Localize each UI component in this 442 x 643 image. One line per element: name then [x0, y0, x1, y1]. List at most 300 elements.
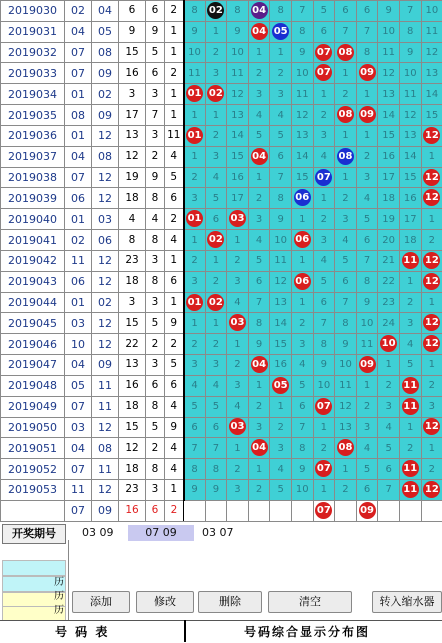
distribution-cell: 13: [227, 105, 249, 126]
distribution-cell: [270, 21, 292, 42]
distribution-cell: 6: [378, 459, 400, 480]
number-ball: 09: [359, 64, 376, 81]
distribution-cell: 12: [378, 63, 400, 84]
distribution-cell: 1: [421, 292, 442, 313]
distribution-cell: 10: [270, 230, 292, 251]
extra-cell: 5: [165, 167, 184, 188]
distribution-cell: 10: [291, 63, 313, 84]
distribution-cell: 16: [378, 146, 400, 167]
number-ball: 07: [315, 398, 332, 415]
distribution-cell: [399, 250, 421, 271]
distribution-cell: [335, 500, 357, 521]
distribution-cell: 8: [356, 271, 378, 292]
number-2-cell: 12: [92, 188, 119, 209]
sum-cell: 23: [119, 480, 146, 501]
distribution-cell: 1: [313, 188, 335, 209]
number-ball: 06: [294, 231, 311, 248]
distribution-cell: 9: [291, 459, 313, 480]
number-ball: 01: [186, 294, 203, 311]
distribution-cell: 5: [184, 396, 206, 417]
issue-cell: 2019042: [1, 250, 65, 271]
zoom-tool-button[interactable]: 转入缩水器: [372, 591, 442, 613]
distribution-cell: 19: [378, 209, 400, 230]
number-ball: 12: [423, 189, 440, 206]
distribution-cell: [227, 209, 249, 230]
number-2-cell: 08: [92, 42, 119, 63]
number-1-cell: 07: [65, 42, 92, 63]
distribution-cell: 3: [335, 209, 357, 230]
number-2-cell: 12: [92, 271, 119, 292]
distribution-cell: 2: [227, 250, 249, 271]
distribution-cell: 1: [270, 396, 292, 417]
distribution-cell: 2: [205, 271, 227, 292]
distribution-cell: 5: [270, 125, 292, 146]
distribution-cell: 1: [399, 417, 421, 438]
combo-chip-selected[interactable]: 07 09: [128, 525, 194, 541]
extra-cell: 6: [165, 375, 184, 396]
distribution-cell: 15: [378, 125, 400, 146]
distribution-cell: 1: [205, 105, 227, 126]
span-cell: 2: [146, 438, 165, 459]
extra-cell: 6: [165, 271, 184, 292]
distribution-cell: 8: [291, 21, 313, 42]
number-ball: 03: [229, 418, 246, 435]
table-row[interactable]: [1, 105, 442, 126]
number-ball: 02: [207, 231, 224, 248]
span-cell: 6: [146, 375, 165, 396]
distribution-cell: 1: [421, 355, 442, 376]
number-2-cell: 08: [92, 146, 119, 167]
distribution-cell: 7: [291, 417, 313, 438]
number-2-cell: 12: [92, 417, 119, 438]
distribution-cell: [227, 500, 249, 521]
distribution-cell: 2: [270, 417, 292, 438]
distribution-cell: [399, 500, 421, 521]
number-1-cell: 05: [65, 375, 92, 396]
table-row[interactable]: [1, 1, 442, 22]
distribution-cell: 8: [270, 1, 292, 22]
table-row[interactable]: [1, 84, 442, 105]
table-row[interactable]: [1, 375, 442, 396]
number-1-cell: 01: [65, 125, 92, 146]
issue-cell: 2019036: [1, 125, 65, 146]
extra-cell: 4: [165, 230, 184, 251]
span-cell: 8: [146, 271, 165, 292]
distribution-cell: [421, 334, 442, 355]
number-2-cell: 09: [92, 105, 119, 126]
panel-divider: [68, 540, 69, 620]
distribution-cell: 8: [184, 459, 206, 480]
footer-bar: [0, 620, 442, 643]
distribution-cell: 9: [291, 42, 313, 63]
number-ball: 07: [315, 169, 332, 186]
number-1-cell: 02: [65, 1, 92, 22]
distribution-cell: 1: [378, 355, 400, 376]
span-cell: 2: [146, 334, 165, 355]
number-2-cell: 12: [92, 250, 119, 271]
issue-cell: 2019053: [1, 480, 65, 501]
distribution-cell: 1: [335, 125, 357, 146]
distribution-cell: 5: [313, 1, 335, 22]
distribution-cell: 14: [421, 84, 442, 105]
distribution-cell: 1: [184, 105, 206, 126]
number-1-cell: 02: [65, 230, 92, 251]
distribution-cell: 2: [313, 438, 335, 459]
table-row[interactable]: [1, 250, 442, 271]
distribution-cell: 4: [227, 292, 249, 313]
distribution-cell: 1: [291, 292, 313, 313]
tab-distribution-chart[interactable]: 号码综合显示分布图: [244, 623, 370, 640]
history-label: 历: [2, 604, 64, 618]
distribution-cell: 4: [378, 417, 400, 438]
distribution-cell: 4: [335, 230, 357, 251]
history-label: 历: [2, 576, 64, 590]
extra-cell: 2: [165, 500, 184, 521]
number-ball: 03: [229, 210, 246, 227]
number-2-cell: 04: [92, 1, 119, 22]
sum-cell: 16: [119, 500, 146, 521]
edit-button[interactable]: 修改: [136, 591, 194, 613]
extra-cell: 2: [165, 63, 184, 84]
distribution-cell: [248, 355, 270, 376]
distribution-cell: 18: [399, 230, 421, 251]
distribution-cell: 3: [291, 334, 313, 355]
distribution-cell: [399, 375, 421, 396]
table-row[interactable]: [1, 63, 442, 84]
distribution-cell: [291, 271, 313, 292]
distribution-cell: 2: [291, 313, 313, 334]
distribution-cell: 7: [205, 438, 227, 459]
distribution-cell: 2: [248, 188, 270, 209]
distribution-cell: [313, 63, 335, 84]
distribution-cell: [248, 500, 270, 521]
table-row[interactable]: [1, 334, 442, 355]
table-row[interactable]: [1, 313, 442, 334]
cyan-stripe: [2, 560, 66, 576]
distribution-cell: [335, 42, 357, 63]
distribution-cell: [313, 459, 335, 480]
extra-cell: 2: [165, 334, 184, 355]
issue-cell: 2019052: [1, 459, 65, 480]
combo-chip[interactable]: 03 07: [198, 525, 238, 541]
sum-cell: 16: [119, 375, 146, 396]
span-cell: 9: [146, 21, 165, 42]
table-row[interactable]: [1, 188, 442, 209]
table-row[interactable]: [1, 396, 442, 417]
extra-cell: 1: [165, 292, 184, 313]
delete-button[interactable]: 删除: [198, 591, 262, 613]
distribution-cell: 6: [335, 1, 357, 22]
number-1-cell: 03: [65, 417, 92, 438]
number-2-cell: 12: [92, 125, 119, 146]
number-ball: 01: [186, 210, 203, 227]
distribution-cell: 13: [399, 125, 421, 146]
extra-cell: 1: [165, 105, 184, 126]
number-2-cell: 05: [92, 21, 119, 42]
distribution-cell: 14: [399, 146, 421, 167]
sum-cell: 4: [119, 209, 146, 230]
number-2-cell: 02: [92, 292, 119, 313]
distribution-cell: 3: [356, 417, 378, 438]
number-2-cell: 06: [92, 230, 119, 251]
distribution-cell: 16: [270, 355, 292, 376]
distribution-cell: [399, 459, 421, 480]
number-ball: 11: [402, 481, 419, 498]
distribution-cell: [248, 438, 270, 459]
distribution-cell: 2: [205, 42, 227, 63]
table-row[interactable]: [1, 146, 442, 167]
distribution-cell: 23: [378, 292, 400, 313]
distribution-cell: 8: [399, 21, 421, 42]
distribution-cell: [399, 396, 421, 417]
distribution-cell: 3: [399, 313, 421, 334]
number-ball: 07: [315, 64, 332, 81]
distribution-cell: 11: [227, 63, 249, 84]
distribution-cell: 7: [313, 313, 335, 334]
number-ball: 02: [207, 294, 224, 311]
distribution-cell: 1: [184, 313, 206, 334]
distribution-cell: 14: [270, 313, 292, 334]
sum-cell: 15: [119, 42, 146, 63]
number-ball: 07: [315, 460, 332, 477]
issue-cell: 2019035: [1, 105, 65, 126]
distribution-cell: 13: [378, 84, 400, 105]
distribution-cell: 7: [184, 438, 206, 459]
number-ball: 12: [423, 481, 440, 498]
number-ball: 11: [402, 252, 419, 269]
number-ball: 08: [337, 439, 354, 456]
distribution-cell: [421, 250, 442, 271]
distribution-cell: 12: [421, 42, 442, 63]
extra-cell: 1: [165, 42, 184, 63]
table-row[interactable]: [1, 42, 442, 63]
distribution-cell: 10: [399, 63, 421, 84]
number-ball: 12: [423, 169, 440, 186]
table-row[interactable]: [1, 292, 442, 313]
distribution-cell: 7: [335, 292, 357, 313]
span-cell: 3: [146, 250, 165, 271]
extra-cell: 11: [165, 125, 184, 146]
distribution-cell: 21: [378, 250, 400, 271]
number-2-cell: 09: [92, 63, 119, 84]
distribution-cell: 2: [205, 125, 227, 146]
number-2-cell: 08: [92, 438, 119, 459]
issue-cell: 2019043: [1, 271, 65, 292]
distribution-cell: 1: [227, 230, 249, 251]
distribution-cell: 1: [248, 42, 270, 63]
distribution-cell: 4: [227, 396, 249, 417]
number-ball: 06: [294, 273, 311, 290]
sum-cell: 18: [119, 459, 146, 480]
distribution-cell: [248, 1, 270, 22]
distribution-cell: 9: [378, 1, 400, 22]
distribution-cell: 24: [378, 313, 400, 334]
distribution-cell: 9: [335, 334, 357, 355]
distribution-cell: 1: [356, 125, 378, 146]
number-ball: 12: [423, 418, 440, 435]
distribution-cell: 1: [335, 167, 357, 188]
distribution-cell: [313, 500, 335, 521]
distribution-cell: 5: [399, 355, 421, 376]
table-row[interactable]: [1, 167, 442, 188]
number-1-cell: 07: [65, 459, 92, 480]
distribution-cell: 4: [313, 146, 335, 167]
issue-cell: 2019044: [1, 292, 65, 313]
number-ball: 12: [423, 127, 440, 144]
distribution-cell: 1: [421, 209, 442, 230]
number-1-cell: 10: [65, 334, 92, 355]
number-ball: 05: [272, 23, 289, 40]
number-1-cell: 04: [65, 21, 92, 42]
distribution-cell: 13: [421, 63, 442, 84]
distribution-cell: 6: [205, 417, 227, 438]
distribution-cell: [227, 417, 249, 438]
extra-cell: 9: [165, 313, 184, 334]
number-ball: 02: [207, 85, 224, 102]
issue-cell: 2019051: [1, 438, 65, 459]
distribution-cell: 10: [335, 355, 357, 376]
distribution-cell: 1: [205, 313, 227, 334]
distribution-cell: 9: [399, 42, 421, 63]
issue-cell: 2019040: [1, 209, 65, 230]
distribution-cell: 4: [205, 167, 227, 188]
number-2-cell: 09: [92, 355, 119, 376]
distribution-cell: [184, 125, 206, 146]
distribution-cell: 5: [356, 209, 378, 230]
distribution-cell: 3: [270, 438, 292, 459]
number-ball: 08: [337, 106, 354, 123]
add-button[interactable]: 添加: [72, 591, 130, 613]
distribution-cell: 14: [227, 125, 249, 146]
distribution-cell: 3: [313, 230, 335, 251]
distribution-cell: 11: [291, 84, 313, 105]
distribution-cell: 4: [248, 105, 270, 126]
table-row[interactable]: [1, 459, 442, 480]
table-row[interactable]: [1, 230, 442, 251]
tab-number-table[interactable]: 号 码 表: [55, 623, 109, 640]
distribution-cell: 14: [378, 105, 400, 126]
distribution-cell: 1: [313, 480, 335, 501]
number-1-cell: 06: [65, 271, 92, 292]
issue-cell: 2019037: [1, 146, 65, 167]
distribution-cell: 3: [356, 167, 378, 188]
distribution-cell: [421, 167, 442, 188]
combo-chip[interactable]: 03 09: [78, 525, 118, 541]
number-ball: 11: [402, 398, 419, 415]
distribution-cell: 9: [227, 21, 249, 42]
number-ball: 04: [251, 2, 268, 19]
distribution-cell: 2: [270, 63, 292, 84]
distribution-cell: 3: [184, 271, 206, 292]
clear-button[interactable]: 清空: [268, 591, 352, 613]
distribution-cell: 5: [335, 250, 357, 271]
number-ball: 07: [315, 502, 332, 519]
distribution-cell: [184, 84, 206, 105]
span-cell: 6: [146, 63, 165, 84]
table-row[interactable]: [1, 21, 442, 42]
number-2-cell: 12: [92, 334, 119, 355]
number-2-cell: 12: [92, 167, 119, 188]
distribution-cell: 13: [291, 125, 313, 146]
issue-cell: 2019050: [1, 417, 65, 438]
number-1-cell: 08: [65, 105, 92, 126]
distribution-cell: 1: [335, 63, 357, 84]
distribution-cell: 1: [248, 459, 270, 480]
sum-cell: 6: [119, 1, 146, 22]
table-row[interactable]: [1, 125, 442, 146]
distribution-cell: 11: [378, 42, 400, 63]
sum-cell: 3: [119, 292, 146, 313]
distribution-cell: 2: [184, 167, 206, 188]
distribution-cell: 5: [378, 438, 400, 459]
span-cell: 8: [146, 396, 165, 417]
sum-cell: 12: [119, 438, 146, 459]
distribution-cell: [205, 292, 227, 313]
distribution-cell: 7: [270, 167, 292, 188]
distribution-cell: 3: [205, 355, 227, 376]
distribution-cell: 2: [335, 480, 357, 501]
distribution-cell: 9: [248, 334, 270, 355]
sum-cell: 16: [119, 63, 146, 84]
distribution-cell: 1: [184, 146, 206, 167]
distribution-cell: 1: [313, 417, 335, 438]
number-ball: 11: [402, 460, 419, 477]
distribution-cell: 6: [313, 21, 335, 42]
span-cell: 6: [146, 1, 165, 22]
table-row[interactable]: [1, 355, 442, 376]
distribution-cell: 1: [227, 334, 249, 355]
distribution-cell: 8: [356, 42, 378, 63]
table-row[interactable]: [1, 438, 442, 459]
number-2-cell: 12: [92, 313, 119, 334]
distribution-cell: 1: [421, 438, 442, 459]
table-row[interactable]: [1, 209, 442, 230]
distribution-cell: 11: [356, 334, 378, 355]
distribution-cell: 3: [248, 84, 270, 105]
number-ball: 12: [423, 335, 440, 352]
table-row[interactable]: [1, 271, 442, 292]
distribution-cell: 3: [313, 125, 335, 146]
sum-cell: 3: [119, 84, 146, 105]
table-row[interactable]: [1, 417, 442, 438]
extra-cell: 1: [165, 480, 184, 501]
span-cell: 4: [146, 209, 165, 230]
distribution-cell: 5: [291, 375, 313, 396]
number-1-cell: 01: [65, 84, 92, 105]
distribution-cell: 7: [335, 21, 357, 42]
distribution-cell: [291, 188, 313, 209]
distribution-cell: 4: [270, 105, 292, 126]
distribution-cell: 2: [227, 355, 249, 376]
distribution-cell: 14: [291, 146, 313, 167]
distribution-cell: 11: [399, 84, 421, 105]
distribution-cell: 15: [421, 105, 442, 126]
distribution-cell: 1: [227, 438, 249, 459]
number-2-cell: 12: [92, 480, 119, 501]
distribution-cell: 9: [270, 209, 292, 230]
sum-cell: 13: [119, 355, 146, 376]
distribution-cell: 15: [270, 334, 292, 355]
distribution-cell: 8: [205, 459, 227, 480]
distribution-cell: 17: [399, 209, 421, 230]
distribution-cell: 2: [227, 459, 249, 480]
distribution-cell: 10: [184, 42, 206, 63]
span-cell: 3: [146, 355, 165, 376]
extra-cell: 2: [165, 1, 184, 22]
number-ball: 12: [423, 252, 440, 269]
table-row[interactable]: [1, 480, 442, 501]
distribution-cell: 20: [378, 230, 400, 251]
